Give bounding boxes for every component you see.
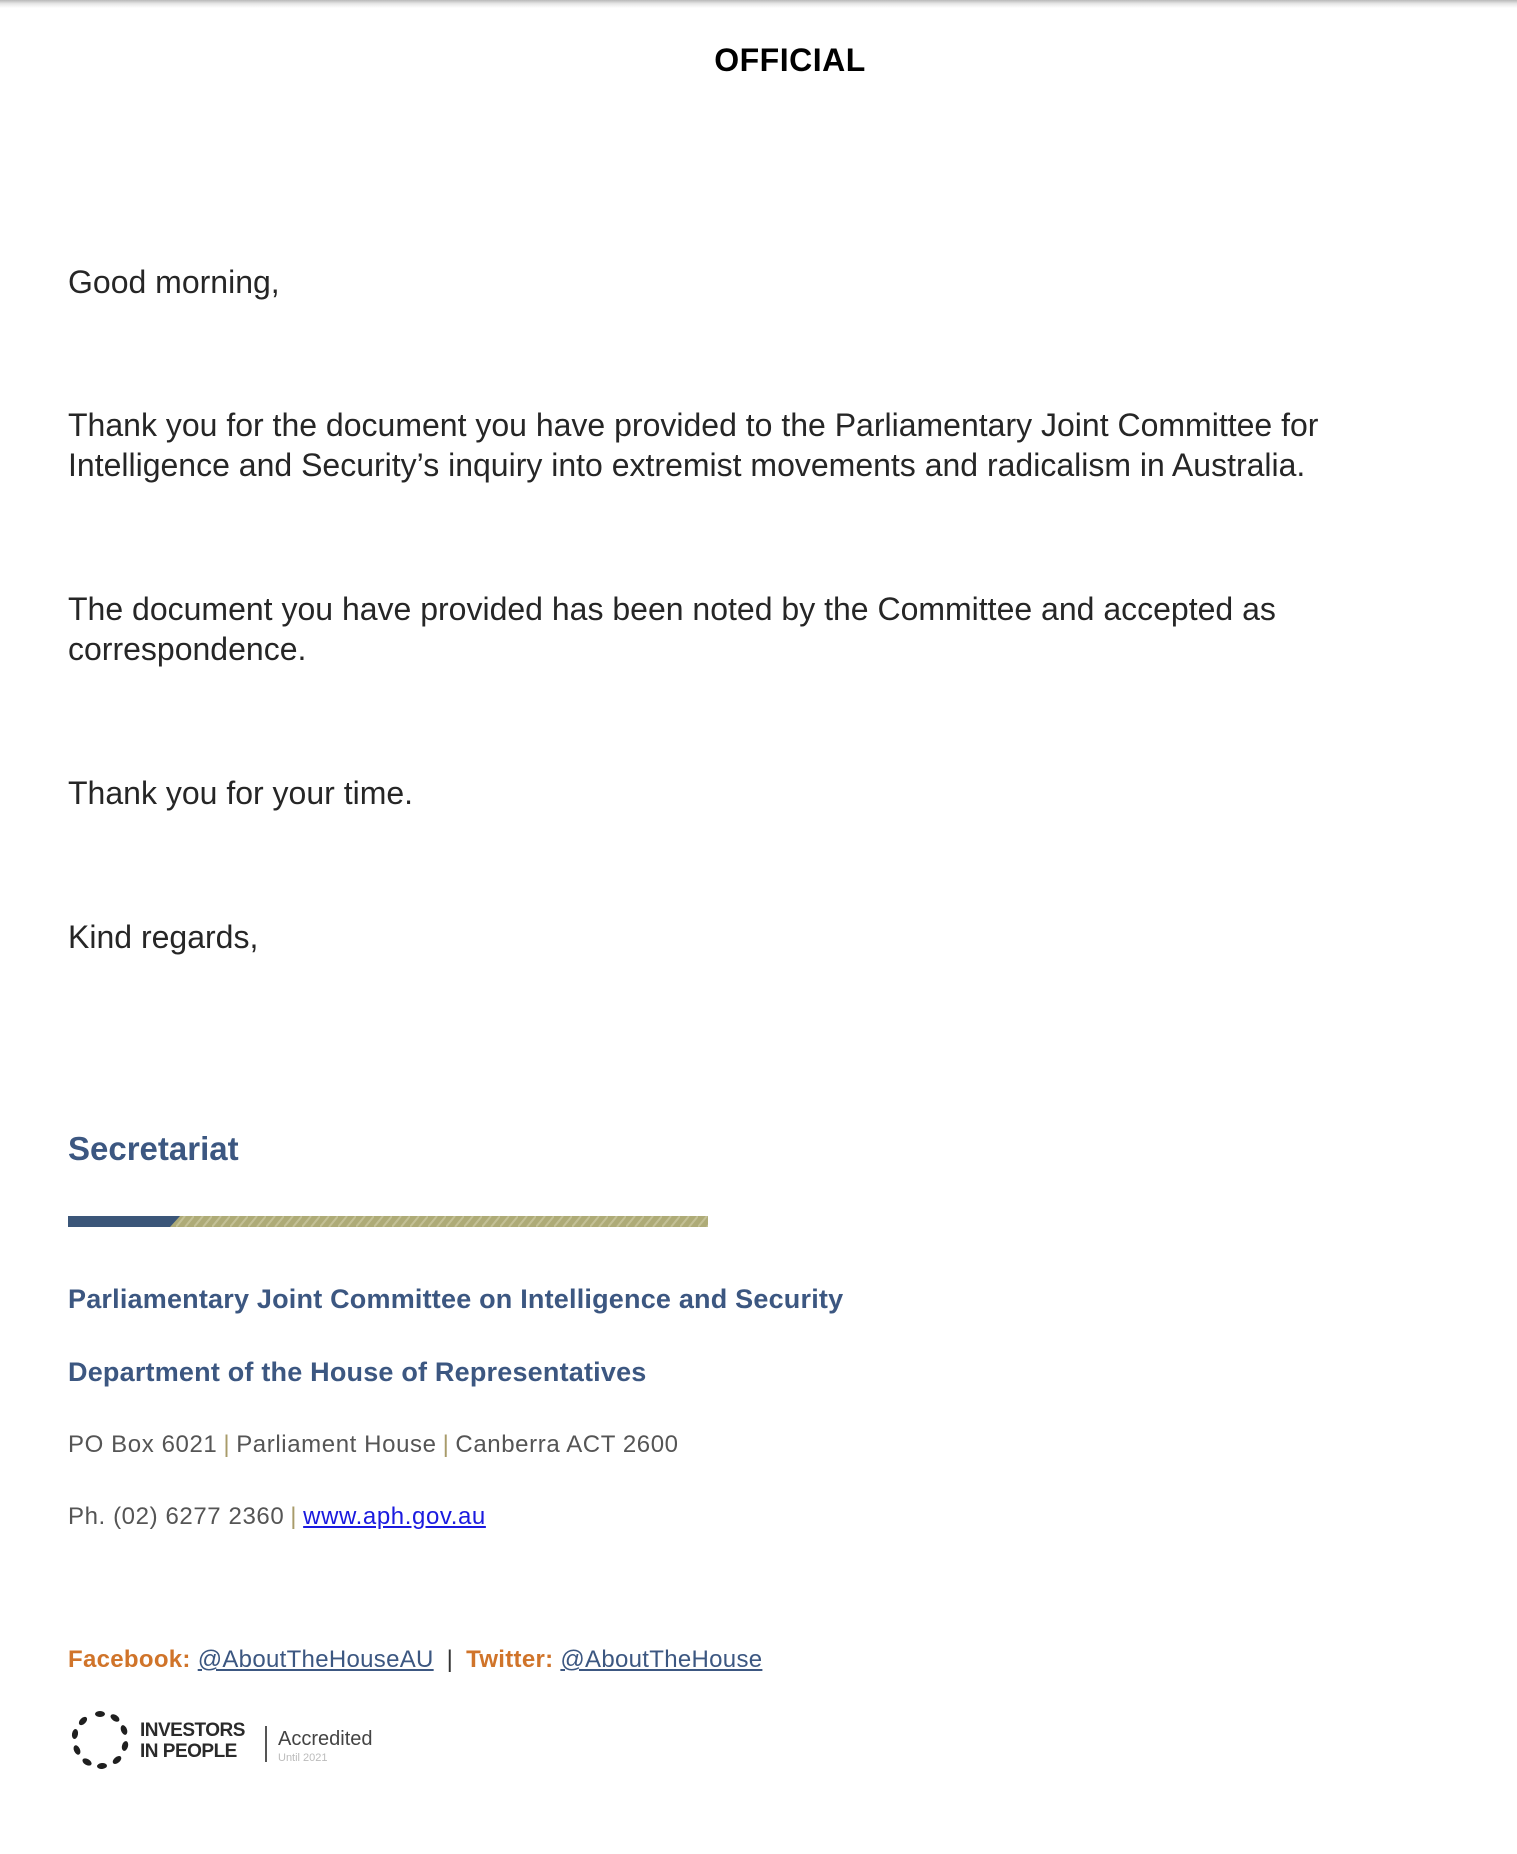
social-separator: | [446,1646,454,1673]
contact-separator: | [290,1503,298,1530]
iip-until: Until 2021 [278,1752,328,1764]
phone-number: Ph. (02) 6277 2360 [68,1503,285,1530]
iip-divider [265,1726,267,1762]
iip-line-2: IN PEOPLE [140,1741,237,1762]
greeting: Good morning, [68,264,280,300]
iip-accredited: Accredited [278,1728,373,1750]
twitter-link[interactable]: @AboutTheHouse [560,1646,763,1673]
thank-you-line: Thank you for your time. [68,775,414,811]
facebook-link[interactable]: @AboutTheHouseAU [197,1646,434,1673]
address-po-box: PO Box 6021 [68,1431,218,1458]
laurel-wreath-icon [68,1708,132,1772]
paragraph-thanks-document [68,405,1468,485]
address-separator: | [223,1431,231,1458]
twitter-label: Twitter: [466,1646,554,1673]
paragraph-line: Thank you for the document you have provided to the Parliamentary Joint Committee for [68,407,1319,443]
classification-marking: OFFICIAL [714,42,866,78]
brand-divider-bar [68,1216,708,1227]
window-top-edge [0,0,1517,8]
address-city: Canberra ACT 2600 [455,1431,679,1458]
website-link[interactable]: www.aph.gov.au [303,1503,486,1530]
address-separator: | [442,1431,450,1458]
contact-line [68,1503,486,1531]
paragraph-line: correspondence. [68,631,307,667]
investors-in-people-badge [68,1704,378,1774]
facebook-label: Facebook: [68,1646,191,1673]
department-name: Department of the House of Representatives [68,1357,647,1387]
social-links [68,1646,762,1674]
paragraph-line: The document you have provided has been noted by the Committee and accepted as [68,591,1276,627]
iip-line-1: INVESTORS [140,1720,245,1741]
signature-name: Secretariat [68,1130,239,1167]
postal-address [68,1431,679,1459]
closing-line: Kind regards, [68,919,259,955]
committee-name: Parliamentary Joint Committee on Intelligence and Security [68,1284,844,1314]
iip-wordmark [140,1720,245,1762]
paragraph-line: Intelligence and Security’s inquiry into extremist movements and radicalism in Australia. [68,447,1306,483]
paragraph-noted [68,589,1468,669]
address-building: Parliament House [236,1431,437,1458]
